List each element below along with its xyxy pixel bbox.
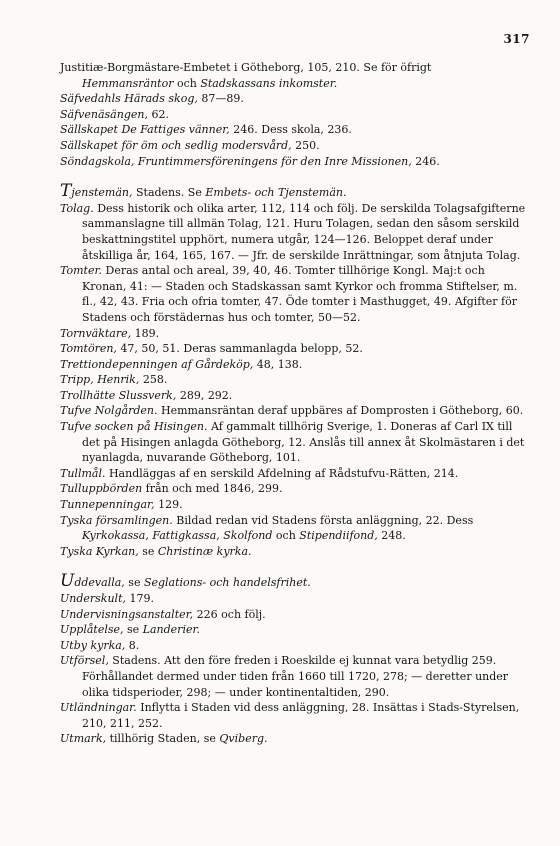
entry-heading: Utförsel, bbox=[60, 654, 109, 668]
entry-text: 246. Dess skola, 236. bbox=[229, 123, 352, 137]
entry-heading: Sällskapet De Fattiges vänner, bbox=[60, 123, 230, 137]
entry-text: Dess historik och olika arter, 112, 114 och följ. De serskilda Tolagsafgifterne sammanslagne till allmän Tolag, 121. Huru Tolagen, sedan den såsom serskild beskattningstitel upphört, numera utgår, 124—126. Beloppet deraf under åtskilliga år, 164, 165, 167. — Jfr. de serskilde Inrättningar, som åtnjuta Tolag. bbox=[82, 201, 526, 262]
entry-heading: Säfvenäsängen, bbox=[60, 107, 148, 121]
entry-heading: Tunnepenningar, bbox=[60, 498, 155, 512]
entry-heading: Hemmansräntor bbox=[82, 76, 174, 90]
entry-heading: Trollhätte Slussverk, bbox=[60, 388, 177, 402]
entry-heading: ddevalla, bbox=[74, 576, 125, 590]
entry-text: 62. bbox=[147, 107, 169, 121]
index-entry bbox=[60, 622, 526, 638]
entry-heading: Tomtören, bbox=[60, 342, 117, 356]
entry-text: Hemmansräntan deraf uppbäres af Domprosten i Götheborg, 60. bbox=[157, 404, 524, 418]
index-entry bbox=[60, 653, 526, 700]
section-initial: U bbox=[60, 571, 75, 592]
index-entry bbox=[60, 403, 526, 419]
entry-text: se bbox=[124, 576, 144, 590]
index-entry bbox=[60, 60, 526, 91]
entry-heading: Underskult, bbox=[60, 592, 126, 605]
section-initial: T bbox=[60, 181, 72, 202]
entry-heading: Tyska församlingen. bbox=[60, 513, 173, 527]
entry-heading: Tripp, Henrik, bbox=[60, 373, 140, 387]
entry-text: 250. bbox=[291, 138, 320, 152]
entry-heading: Sällskapet för öm och sedlig modersvård, bbox=[60, 138, 292, 152]
index-entry bbox=[60, 544, 526, 560]
entry-text: och bbox=[272, 529, 300, 543]
entry-text: 129. bbox=[154, 498, 183, 512]
entry-heading: Seglations- och handelsfrihet. bbox=[143, 576, 311, 590]
entry-text: Bildad redan vid Stadens första anläggning, 22. Dess bbox=[172, 513, 474, 527]
entry-heading: Trettiondepenningen af Gårdeköp, bbox=[60, 357, 254, 371]
entry-text: 189. bbox=[131, 326, 160, 340]
entry-text: 226 och följ. bbox=[193, 607, 266, 621]
entry-text: 8. bbox=[125, 638, 140, 652]
entry-text: Stadens. Att den före freden i Roeskilde ej kunnat vara betydlig 259. Förhållandet dermed under tiden från 1660 till 1720, 278; — deretter under olika tidsperioder, 298; — under kontinentaltiden, 290. bbox=[82, 654, 509, 699]
entry-heading: Tullmål. bbox=[60, 466, 106, 480]
entry-text: 248. bbox=[377, 529, 406, 543]
entry-heading: Tornväktare, bbox=[60, 326, 132, 340]
entry-text: 48, 138. bbox=[253, 357, 303, 371]
index-entry bbox=[60, 607, 526, 623]
index-entry bbox=[60, 388, 526, 404]
entry-text: Stadens. Se bbox=[132, 186, 206, 200]
index-entry bbox=[60, 263, 526, 325]
entry-heading: Kyrkokassa, Fattigkassa, Skolfond bbox=[82, 529, 273, 543]
entry-text: 87—89. bbox=[197, 92, 244, 106]
entry-text: Handläggas af en serskild Afdelning af Rådstufvu-Rätten, 214. bbox=[105, 466, 459, 480]
index-entry bbox=[60, 481, 526, 497]
section-gap bbox=[60, 169, 526, 185]
entry-heading: Landerier. bbox=[142, 623, 201, 637]
index-entry bbox=[60, 497, 526, 513]
entry-text: tillhörig Staden, se bbox=[106, 732, 220, 746]
index-entry bbox=[60, 700, 526, 731]
index-entry bbox=[60, 138, 526, 154]
entry-text: Justitiæ-Borgmästare-Embetet i Götheborg, 105, 210. Se för öfrigt bbox=[60, 61, 432, 74]
entry-heading: Utmark, bbox=[60, 732, 107, 746]
entry-heading: Upplåtelse, bbox=[60, 623, 124, 637]
entry-text: och bbox=[173, 76, 201, 90]
entry-heading: Tufve socken på Hisingen. bbox=[60, 420, 208, 434]
entry-heading: Christinæ kyrka. bbox=[157, 544, 252, 558]
index-text bbox=[60, 60, 526, 747]
index-entry bbox=[60, 372, 526, 388]
index-entry bbox=[60, 181, 526, 202]
index-entry bbox=[60, 326, 526, 342]
page-number: 317 bbox=[503, 32, 530, 46]
entry-heading: Stadskassans inkomster. bbox=[200, 76, 338, 90]
entry-heading: Undervisningsanstalter, bbox=[60, 607, 194, 621]
entry-text: se bbox=[138, 544, 158, 558]
index-entry bbox=[60, 357, 526, 373]
section-gap bbox=[60, 559, 526, 575]
index-entry bbox=[60, 107, 526, 123]
entry-heading: Stipendiifond, bbox=[299, 529, 378, 543]
entry-text: Inflytta i Staden vid dess anläggning, 28. Insättas i Stads-Styrelsen, 210, 211, 252. bbox=[82, 701, 520, 730]
entry-text: från och med 1846, 299. bbox=[142, 482, 283, 496]
entry-text: 179. bbox=[126, 592, 154, 605]
index-entry bbox=[60, 571, 526, 592]
index-entry bbox=[60, 513, 526, 544]
index-entry bbox=[60, 122, 526, 138]
entry-heading: Tulluppbörden bbox=[60, 482, 143, 496]
entry-text: Deras antal och areal, 39, 40, 46. Tomter tillhörige Kongl. Maj:t och Kronan, 41: — Staden och Stadskassan samt Kyrkor och fromma Stiftelser, m. fl., 42, 43. Fria och ofria tomter, 47. Öde tomter i Masthugget, 49. Afgifter för Stadens och förstädernas hus och tomter, 50—52. bbox=[82, 264, 518, 324]
entry-heading: Utby kyrka, bbox=[60, 638, 126, 652]
index-entry bbox=[60, 201, 526, 263]
entry-text: 258. bbox=[139, 373, 168, 387]
index-entry bbox=[60, 731, 526, 747]
entry-text: Af gammalt tillhörig Sverige, 1. Doneras af Carl IX till det på Hisingen anlagda Götheborg, 12. Anslås till annex åt Skolmästaren i det nyanlagda, nuvarande Götheborg, 101. bbox=[82, 420, 525, 465]
entry-text: 246. bbox=[411, 154, 440, 168]
index-entry bbox=[60, 591, 526, 607]
index-entry bbox=[60, 419, 526, 466]
index-entry bbox=[60, 638, 526, 654]
entry-text: se bbox=[123, 623, 143, 637]
entry-heading: Tolag. bbox=[60, 201, 94, 215]
index-entry bbox=[60, 91, 526, 107]
entry-text: 289, 292. bbox=[176, 388, 233, 402]
entry-heading: Embets- och Tjenstemän. bbox=[205, 186, 347, 200]
entry-text: 47, 50, 51. Deras sammanlagda belopp, 52. bbox=[116, 342, 363, 356]
entry-heading: Söndagskola, Fruntimmersföreningens för den Inre Missionen, bbox=[60, 154, 412, 168]
entry-heading: Tomter. bbox=[60, 264, 103, 278]
index-entry bbox=[60, 154, 526, 170]
entry-heading: Tyska Kyrkan, bbox=[60, 544, 139, 558]
entry-heading: jenstemän, bbox=[71, 186, 133, 200]
entry-heading: Tufve Nolgården. bbox=[60, 404, 158, 418]
index-entry bbox=[60, 466, 526, 482]
entry-heading: Säfvedahls Härads skog, bbox=[60, 92, 198, 106]
entry-heading: Utländningar. bbox=[60, 701, 137, 715]
index-entry bbox=[60, 341, 526, 357]
entry-heading: Qviberg. bbox=[219, 732, 268, 746]
